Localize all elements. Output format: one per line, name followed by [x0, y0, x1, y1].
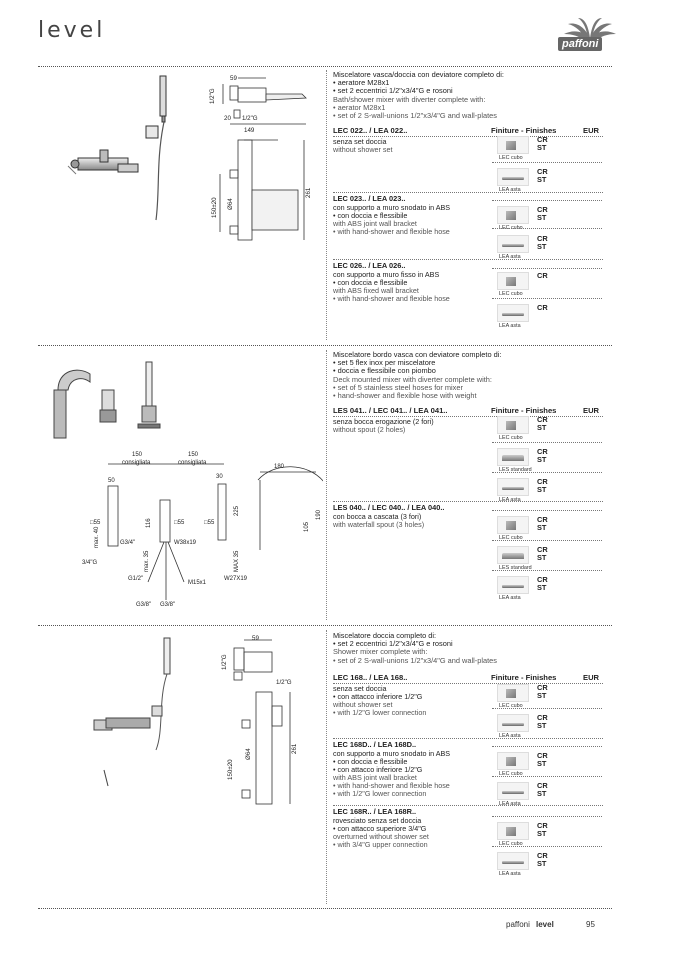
finish-codes: [537, 235, 548, 250]
finish-handle-label: LEC cubo: [499, 225, 523, 231]
description-line: with ABS joint wall bracket: [333, 773, 417, 782]
finish-divider: [492, 442, 602, 443]
dim-consigliata-b: consigliata: [178, 460, 207, 466]
product-description: [333, 71, 603, 120]
handle-cube-icon: [497, 752, 529, 770]
finish-codes: [537, 782, 548, 797]
dim-sq55-a: □55: [90, 520, 101, 526]
finish-handle-label: LES standard: [499, 565, 532, 571]
dim-half-g-2: 1/2"G: [242, 115, 258, 122]
finish-handle-label: LEC cubo: [499, 841, 523, 847]
finish-codes: [537, 546, 548, 561]
eur-header: EUR: [583, 126, 600, 135]
finish-code: CR: [537, 415, 548, 424]
dim-150-20: 150±20: [211, 197, 218, 218]
description-line: • con doccia e flessibile: [333, 212, 483, 220]
handle-shape: [506, 757, 516, 766]
code-header-row: [333, 126, 603, 136]
product-variant: [333, 138, 483, 154]
finish-divider: [492, 162, 602, 163]
product-code: LES 041.. / LEC 041.. / LEA 041..: [333, 406, 448, 415]
product-code: LEC 022.. / LEA 022..: [333, 126, 408, 135]
description-line: Miscelatore bordo vasca con deviatore completo di:: [333, 350, 502, 359]
description-line: • con attacco inferiore 1/2"G: [333, 766, 483, 774]
dim-w27x19: W27X19: [224, 576, 248, 582]
code-header-row: [333, 406, 603, 416]
finish-option: [497, 478, 567, 506]
dim-225: 225: [234, 505, 240, 516]
handle-shape: [502, 177, 524, 180]
variant-code: LEC 023.. / LEA 023..: [333, 194, 406, 203]
handle-shape: [502, 585, 524, 588]
finish-code: CR: [537, 205, 548, 214]
variant-code: LEC 168D.. / LEA 168D..: [333, 740, 417, 749]
dim-20: 20: [224, 115, 231, 122]
finish-code: CR: [537, 781, 548, 790]
description-line: • with 3/4"G upper connection: [333, 841, 483, 849]
dim-59: 59: [230, 75, 237, 82]
finish-divider: [492, 746, 602, 747]
description-line: • hand-shower and flexible hose with weight: [333, 392, 603, 400]
dim-149: 149: [244, 127, 255, 134]
description-line: • con doccia e flessibile: [333, 758, 483, 766]
finish-code: CR: [537, 683, 548, 692]
finish-code: CR: [537, 477, 548, 486]
finish-code: CR: [537, 821, 548, 830]
description-line: without shower set: [333, 145, 393, 154]
finish-codes: [537, 684, 548, 699]
handle-cube-icon: [497, 136, 529, 154]
description-line: • set 5 flex inox per miscelatore: [333, 359, 603, 367]
description-line: • with hand-shower and flexible hose: [333, 228, 483, 236]
dim-261: 261: [305, 187, 312, 198]
handle-rod-icon: [497, 168, 529, 186]
description-line: with ABS joint wall bracket: [333, 219, 417, 228]
description-line: Shower mixer complete with:: [333, 647, 428, 657]
finish-codes: [537, 714, 548, 729]
finishes-header: Finiture - Finishes: [491, 673, 557, 682]
finish-code: CR: [537, 234, 548, 243]
finish-code: CR: [537, 447, 548, 456]
bottom-divider: [38, 908, 612, 909]
finish-codes: [537, 206, 548, 221]
finish-handle-label: LEC cubo: [499, 535, 523, 541]
description-line: • con attacco superiore 3/4"G: [333, 825, 483, 833]
bath-mixer-render: [68, 76, 166, 220]
finish-code: ST: [537, 788, 547, 798]
dim-half-g-c: 1/2"G: [276, 679, 292, 686]
variant-code: LES 040.. / LEC 040.. / LEA 040..: [333, 503, 445, 512]
finish-codes: [537, 168, 548, 183]
dim-g34: G3/4": [120, 540, 136, 546]
description-line: with waterfall spout (3 holes): [333, 520, 425, 529]
handle-cube-icon: [497, 416, 529, 434]
finish-code: ST: [537, 454, 547, 464]
description-line: overturned without shower set: [333, 832, 429, 841]
finish-divider: [492, 510, 602, 511]
description-line: • aeratore M28x1: [333, 79, 603, 87]
finish-codes: [537, 822, 548, 837]
description-line: con supporto a muro snodato in ABS: [333, 749, 451, 758]
dim-g38-a: G3/8": [136, 602, 152, 608]
dim-sq55-b: □55: [174, 520, 185, 526]
finish-code: ST: [537, 142, 547, 152]
dim-105: 105: [304, 521, 310, 532]
handle-cube-icon: [497, 516, 529, 534]
finish-codes: [537, 136, 548, 151]
dim-30: 30: [216, 474, 223, 480]
finish-divider: [492, 228, 602, 229]
finish-handle-label: LEA asta: [499, 187, 521, 193]
description-line: • set 2 eccentrici 1/2"x3/4"G e rosoni: [333, 640, 603, 648]
dim-max35-a: max. 35: [144, 550, 150, 572]
handle-shape: [502, 791, 524, 794]
handle-shape: [506, 521, 516, 530]
variant-code: LEC 026.. / LEA 026..: [333, 261, 406, 270]
dim-dia64: Ø64: [227, 198, 234, 210]
handle-shape: [506, 277, 516, 286]
finish-option: [497, 782, 567, 810]
finish-option: [497, 304, 567, 332]
finish-divider: [492, 472, 602, 473]
description-line: • with 1/2"G lower connection: [333, 709, 483, 717]
column-divider-2: [326, 350, 327, 620]
finish-code: ST: [537, 241, 547, 251]
finish-handle-label: LEA asta: [499, 733, 521, 739]
finish-handle-label: LEA asta: [499, 497, 521, 503]
finish-code: CR: [537, 135, 548, 144]
finish-code: ST: [537, 422, 547, 432]
dim-116: 116: [146, 518, 152, 528]
description-line: without shower set: [333, 700, 393, 709]
footer-line: level: [536, 920, 554, 929]
finish-code: ST: [537, 690, 547, 700]
bath-mixer-drawings: [38, 70, 323, 340]
dim-150-a: 150: [132, 452, 143, 458]
finish-handle-label: LEC cubo: [499, 703, 523, 709]
finish-codes: [537, 448, 548, 463]
finish-handle-label: LEA asta: [499, 871, 521, 877]
finish-code: CR: [537, 515, 548, 524]
finish-codes: [537, 516, 548, 531]
description-line: Deck mounted mixer with diverter complete with:: [333, 374, 492, 384]
finish-handle-label: LEC cubo: [499, 435, 523, 441]
finish-codes: [537, 272, 548, 280]
description-line: con supporto a muro fisso in ABS: [333, 270, 440, 279]
finish-option: [497, 576, 567, 604]
finish-code: CR: [537, 271, 548, 280]
finishes-header: Finiture - Finishes: [491, 126, 557, 135]
description-line: with ABS fixed wall bracket: [333, 286, 419, 295]
shower-mixer-render: [94, 638, 170, 786]
finish-codes: [537, 852, 548, 867]
handle-shape: [506, 211, 516, 220]
column-divider-1: [326, 70, 327, 340]
finish-handle-label: LEA asta: [499, 595, 521, 601]
description-line: Miscelatore doccia completo di:: [333, 631, 437, 640]
product-variant: [333, 808, 483, 849]
description-line: • set of 2 S-wall-unions 1/2"x3/4"G and wall-plates: [333, 657, 603, 665]
paffoni-logo-text: paffoni: [558, 37, 602, 51]
finish-code: ST: [537, 720, 547, 730]
finish-code: ST: [537, 522, 547, 532]
handle-cube-icon: [497, 822, 529, 840]
dim-190: 190: [316, 509, 322, 520]
description-line: senza set doccia: [333, 684, 387, 693]
dim-m15x1: M15x1: [188, 580, 207, 586]
finish-code: CR: [537, 545, 548, 554]
footer-brand: paffoni: [506, 920, 530, 929]
handle-shape: [502, 487, 524, 490]
dim-150-b: 150: [188, 452, 199, 458]
finish-code: ST: [537, 858, 547, 868]
dim-g12: G1/2": [128, 576, 144, 582]
finish-divider: [492, 268, 602, 269]
dim-max40: max. 40: [94, 526, 100, 548]
finish-divider: [492, 298, 602, 299]
description-line: rovesciato senza set doccia: [333, 816, 422, 825]
dim-max35-b: MAX 35: [234, 550, 240, 572]
finish-code: CR: [537, 575, 548, 584]
handle-std-icon: [497, 448, 529, 466]
description-line: senza bocca erogazione (2 fori): [333, 417, 434, 426]
description-line: Miscelatore vasca/doccia con deviatore completo di:: [333, 70, 504, 79]
finish-handle-label: LES standard: [499, 467, 532, 473]
handle-shape: [502, 455, 524, 461]
description-line: con supporto a muro snodato in ABS: [333, 203, 451, 212]
finish-code: CR: [537, 303, 548, 312]
finish-option: [497, 168, 567, 196]
finish-option: [497, 136, 567, 164]
dim-261-b: 261: [291, 743, 298, 754]
product-code: LEC 168.. / LEA 168..: [333, 673, 408, 682]
finish-divider: [492, 708, 602, 709]
dim-150-20-b: 150±20: [227, 759, 234, 780]
variant-code: LEC 168R.. / LEA 168R..: [333, 807, 417, 816]
eur-header: EUR: [583, 673, 600, 682]
dim-w38x19: W38x19: [174, 540, 197, 546]
finish-code: ST: [537, 484, 547, 494]
handle-rod-icon: [497, 852, 529, 870]
handle-cube-icon: [497, 272, 529, 290]
handle-shape: [502, 313, 524, 316]
dim-180: 180: [274, 464, 285, 470]
code-header-row: [333, 673, 603, 683]
handle-shape: [506, 827, 516, 836]
finish-code: CR: [537, 713, 548, 722]
page-number: 95: [586, 920, 595, 929]
handle-shape: [506, 421, 516, 430]
description-line: without spout (2 holes): [333, 425, 406, 434]
finish-divider: [492, 846, 602, 847]
finish-codes: [537, 304, 548, 312]
product-description: [333, 632, 603, 665]
finish-code: CR: [537, 751, 548, 760]
handle-rod-icon: [497, 714, 529, 732]
handle-shape: [502, 244, 524, 247]
dim-half-g-b: 1/2"G: [221, 654, 228, 670]
dim-59-b: 59: [252, 635, 259, 642]
finish-option: [497, 206, 567, 234]
section-divider-1: [38, 345, 612, 346]
description-line: senza set doccia: [333, 137, 387, 146]
handle-shape: [502, 553, 524, 559]
finish-option: [497, 416, 567, 444]
finish-option: [497, 714, 567, 742]
finish-code: CR: [537, 851, 548, 860]
dim-consigliata-a: consigliata: [122, 460, 151, 466]
finish-code: ST: [537, 552, 547, 562]
dim-dia64-b: Ø64: [245, 748, 252, 760]
handle-rod-icon: [497, 782, 529, 800]
dim-50: 50: [108, 478, 115, 484]
description-line: • con doccia e flessibile: [333, 279, 483, 287]
handle-rod-icon: [497, 235, 529, 253]
description-line: • con attacco inferiore 1/2"G: [333, 693, 483, 701]
finish-divider: [492, 776, 602, 777]
finish-handle-label: LEA asta: [499, 801, 521, 807]
handle-rod-icon: [497, 576, 529, 594]
finish-option: [497, 852, 567, 880]
finish-code: ST: [537, 758, 547, 768]
handle-shape: [502, 723, 524, 726]
finish-option: [497, 235, 567, 263]
finish-handle-label: LEA asta: [499, 254, 521, 260]
brand-title: level: [38, 18, 106, 43]
description-line: • aerator M28x1: [333, 104, 603, 112]
handle-shape: [506, 141, 516, 150]
section-divider-2: [38, 625, 612, 626]
handle-std-icon: [497, 546, 529, 564]
finish-code: ST: [537, 828, 547, 838]
finish-codes: [537, 478, 548, 493]
finish-option: [497, 272, 567, 300]
finish-divider: [492, 540, 602, 541]
description-line: • doccia e flessibile con piombo: [333, 367, 603, 375]
handle-rod-icon: [497, 478, 529, 496]
finish-divider: [492, 816, 602, 817]
description-line: Bath/shower mixer with diverter complete with:: [333, 94, 486, 104]
product-variant: [333, 685, 483, 717]
description-line: • with 1/2"G lower connection: [333, 790, 483, 798]
description-line: • with hand-shower and flexible hose: [333, 782, 483, 790]
finish-codes: [537, 752, 548, 767]
dim-sq55-c: □55: [204, 520, 215, 526]
finish-handle-label: LEC cubo: [499, 155, 523, 161]
handle-cube-icon: [497, 684, 529, 702]
product-variant: [333, 418, 483, 434]
description-line: • with hand-shower and flexible hose: [333, 295, 483, 303]
product-variant: [333, 741, 483, 798]
column-divider-3: [326, 630, 327, 904]
product-description: [333, 351, 603, 400]
shower-mixer-drawings: [38, 630, 323, 904]
deck-mixer-render: [54, 362, 160, 438]
handle-shape: [502, 861, 524, 864]
product-variant: [333, 195, 483, 236]
handle-cube-icon: [497, 206, 529, 224]
description-line: • set of 5 stainless steel hoses for mixer: [333, 384, 603, 392]
finish-divider: [492, 200, 602, 201]
finish-codes: [537, 576, 548, 591]
description-line: • set 2 eccentrici 1/2"x3/4"G e rosoni: [333, 87, 603, 95]
dim-half-g: 1/2"G: [209, 88, 216, 104]
finish-code: CR: [537, 167, 548, 176]
description-line: • set of 2 S-wall-unions 1/2"x3/4"G and wall-plates: [333, 112, 603, 120]
finish-code: ST: [537, 582, 547, 592]
dim-g38-b: G3/8": [160, 602, 176, 608]
product-variant: [333, 262, 483, 303]
finish-handle-label: LEA asta: [499, 323, 521, 329]
handle-rod-icon: [497, 304, 529, 322]
handle-shape: [506, 689, 516, 698]
finish-codes: [537, 416, 548, 431]
finish-handle-label: LEC cubo: [499, 291, 523, 297]
finish-handle-label: LEC cubo: [499, 771, 523, 777]
finish-code: ST: [537, 212, 547, 222]
finish-code: ST: [537, 174, 547, 184]
eur-header: EUR: [583, 406, 600, 415]
description-line: con bocca a cascata (3 fori): [333, 512, 422, 521]
finish-divider: [492, 570, 602, 571]
finishes-header: Finiture - Finishes: [491, 406, 557, 415]
dim-34g: 3/4"G: [82, 560, 98, 566]
product-variant: [333, 504, 483, 529]
deck-mixer-drawings: [38, 350, 323, 620]
top-divider: [38, 66, 612, 67]
